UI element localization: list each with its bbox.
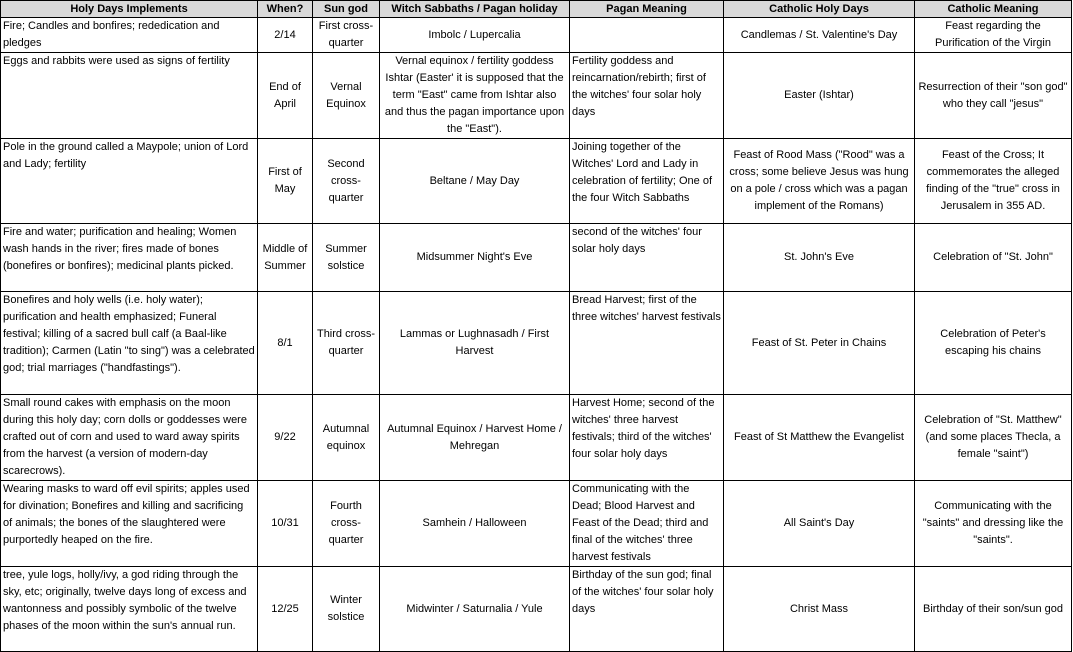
table-row (1, 395, 1072, 481)
cell-pagan-meaning: Birthday of the sun god; final of the witches' four solar holy days (570, 567, 724, 652)
cell-catholic-meaning: Feast of the Cross; It commemorates the alleged finding of the "true" cross in Jerusalem in 355 AD. (915, 139, 1072, 224)
cell-sun-god: First cross-quarter (313, 18, 380, 53)
cell-sabbath: Vernal equinox / fertility goddess Ishtar (Easter' it is supposed that the term "East" came from Ishtar also and thus the pagan importance upon the "East"). (380, 53, 570, 139)
cell-pagan-meaning: second of the witches' four solar holy days (570, 224, 724, 292)
cell-pagan-meaning: Joining together of the Witches' Lord and Lady in celebration of fertility; One of the four Witch Sabbaths (570, 139, 724, 224)
cell-when: 9/22 (258, 395, 313, 481)
cell-sabbath: Midsummer Night's Eve (380, 224, 570, 292)
cell-implements: Small round cakes with emphasis on the moon during this holy day; corn dolls or goddesses were crafted out of corn and used to ward away spirits from the harvest (a version of modern-day scarecrows). (1, 395, 258, 481)
cell-implements: Wearing masks to ward off evil spirits; apples used for divination; Bonefires and killing and sacrificing of animals; the bones of the slaughtered were purportedly heaped on the fire. (1, 481, 258, 567)
cell-sun-god: Winter solstice (313, 567, 380, 652)
cell-sun-god: Third cross-quarter (313, 292, 380, 395)
cell-catholic-day: St. John's Eve (724, 224, 915, 292)
cell-catholic-day: All Saint's Day (724, 481, 915, 567)
cell-sabbath: Autumnal Equinox / Harvest Home / Mehregan (380, 395, 570, 481)
cell-catholic-day: Easter (Ishtar) (724, 53, 915, 139)
cell-when: 2/14 (258, 18, 313, 53)
cell-catholic-day: Feast of St Matthew the Evangelist (724, 395, 915, 481)
table-row (1, 139, 1072, 224)
cell-pagan-meaning: Bread Harvest; first of the three witches' harvest festivals (570, 292, 724, 395)
cell-sun-god: Second cross-quarter (313, 139, 380, 224)
table-row (1, 481, 1072, 567)
table-row (1, 53, 1072, 139)
cell-sabbath: Beltane / May Day (380, 139, 570, 224)
header-catholic-meaning: Catholic Meaning (915, 1, 1072, 18)
table-row (1, 224, 1072, 292)
cell-implements: Pole in the ground called a Maypole; union of Lord and Lady; fertility (1, 139, 258, 224)
header-pagan-meaning: Pagan Meaning (570, 1, 724, 18)
header-when: When? (258, 1, 313, 18)
cell-sun-god: Vernal Equinox (313, 53, 380, 139)
header-sabbath: Witch Sabbaths / Pagan holiday (380, 1, 570, 18)
cell-catholic-meaning: Celebration of "St. John" (915, 224, 1072, 292)
cell-catholic-meaning: Resurrection of their "son god" who they call "jesus" (915, 53, 1072, 139)
cell-catholic-meaning: Celebration of Peter's escaping his chains (915, 292, 1072, 395)
cell-pagan-meaning (570, 18, 724, 53)
table-row (1, 292, 1072, 395)
cell-catholic-meaning: Birthday of their son/sun god (915, 567, 1072, 652)
cell-pagan-meaning: Fertility goddess and reincarnation/rebirth; first of the witches' four solar holy days (570, 53, 724, 139)
cell-catholic-day: Candlemas / St. Valentine's Day (724, 18, 915, 53)
cell-when: First of May (258, 139, 313, 224)
table-row (1, 567, 1072, 652)
header-sun-god: Sun god (313, 1, 380, 18)
cell-when: Middle of Summer (258, 224, 313, 292)
cell-when: 12/25 (258, 567, 313, 652)
cell-pagan-meaning: Communicating with the Dead; Blood Harvest and Feast of the Dead; third and final of the witches' three harvest festivals (570, 481, 724, 567)
cell-implements: Fire and water; purification and healing; Women wash hands in the river; fires made of bones (bonefires or bonfires); medicinal plants picked. (1, 224, 258, 292)
cell-implements: tree, yule logs, holly/ivy, a god riding through the sky, etc; originally, twelve days long of excess and wantonness and possibly symbolic of the twelve phases of the moon within the sun's annual run. (1, 567, 258, 652)
header-catholic-day: Catholic Holy Days (724, 1, 915, 18)
header-row (1, 1, 1072, 18)
cell-catholic-day: Feast of St. Peter in Chains (724, 292, 915, 395)
cell-when: End of April (258, 53, 313, 139)
cell-catholic-day: Feast of Rood Mass ("Rood" was a cross; some believe Jesus was hung on a pole / cross which was a pagan implement of the Romans) (724, 139, 915, 224)
cell-implements: Eggs and rabbits were used as signs of fertility (1, 53, 258, 139)
cell-pagan-meaning: Harvest Home; second of the witches' three harvest festivals; third of the witches' four solar holy days (570, 395, 724, 481)
cell-catholic-day: Christ Mass (724, 567, 915, 652)
cell-catholic-meaning: Celebration of "St. Matthew" (and some places Thecla, a female "saint") (915, 395, 1072, 481)
cell-catholic-meaning: Feast regarding the Purification of the Virgin (915, 18, 1072, 53)
cell-when: 8/1 (258, 292, 313, 395)
cell-sabbath: Midwinter / Saturnalia / Yule (380, 567, 570, 652)
header-implements: Holy Days Implements (1, 1, 258, 18)
cell-sabbath: Samhein / Halloween (380, 481, 570, 567)
cell-implements: Fire; Candles and bonfires; rededication and pledges (1, 18, 258, 53)
table-row (1, 18, 1072, 53)
cell-implements: Bonefires and holy wells (i.e. holy water); purification and health emphasized; Funeral festival; killing of a sacred bull calf (a Baal-like tradition); Carmen (Latin "to sing") was a celebrated god; trial marriages ("handfastings"). (1, 292, 258, 395)
cell-sabbath: Lammas or Lughnasadh / First Harvest (380, 292, 570, 395)
cell-sun-god: Fourth cross-quarter (313, 481, 380, 567)
cell-catholic-meaning: Communicating with the "saints" and dressing like the "saints". (915, 481, 1072, 567)
cell-sun-god: Autumnal equinox (313, 395, 380, 481)
cell-sun-god: Summer solstice (313, 224, 380, 292)
cell-when: 10/31 (258, 481, 313, 567)
cell-sabbath: Imbolc / Lupercalia (380, 18, 570, 53)
